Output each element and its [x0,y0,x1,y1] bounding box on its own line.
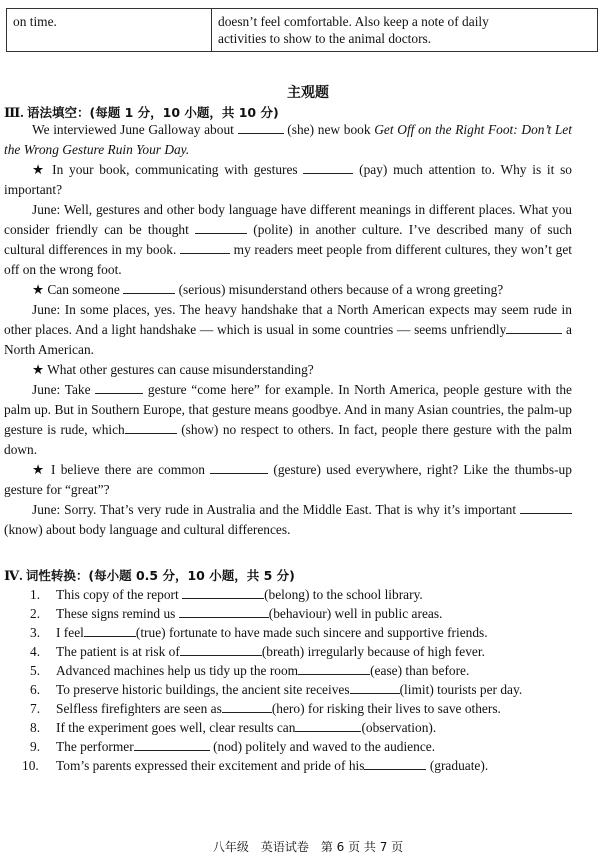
question-2: ★ Can someone (serious) misunderstand others because of a wrong greeting? [32,282,504,297]
subjective-section-title: 主观题 [287,85,329,101]
answer-blank[interactable] [222,700,272,713]
blank-2[interactable] [303,161,353,174]
answer-blank[interactable] [134,738,210,751]
answer-blank[interactable] [350,681,400,694]
section3-heading [4,103,279,121]
answer-blank[interactable] [295,719,361,732]
blank-7[interactable] [95,381,143,394]
section3-title: 语法填空：(每题 1 分，10 小题，共 10 分) [27,105,279,120]
blank-10[interactable] [520,501,572,514]
answer-1: June: Well, gestures and other body language have different meanings in different places. What you consider friendly can be thought (polite) in another culture. I’ve described many of such cultural differences in my book. my readers meet people from different cultures, they won’t get off on the wrong foot. [4,202,572,277]
section4-heading [4,566,295,584]
blank-9[interactable] [210,461,268,474]
exercise-item: 10. Tom’s parents expressed their excitement and pride of his (graduate). [22,758,489,773]
answer-blank[interactable] [180,643,262,656]
answer-blank[interactable] [182,586,264,599]
exercise-item: 9. The performer (nod) politely and waved to the audience. [30,739,436,754]
exercise-item: 2. These signs remind us (behaviour) well in public areas. [30,606,443,621]
exercise-item: 4. The patient is at risk of (breath) irregularly because of high fever. [30,644,485,659]
question-4: ★ I believe there are common (gesture) used everywhere, right? Like the thumbs-up gesture for “great”? [4,462,572,497]
answer-blank[interactable] [179,605,269,618]
blank-5[interactable] [123,281,175,294]
answer-blank[interactable] [364,757,426,770]
table-cell-right [212,9,598,52]
book-title-cont: Don’t Let the Wrong Gesture Ruin Your Day. [4,122,572,157]
section3-number: Ⅲ. [4,105,24,120]
answer-2: June: In some places, yes. The heavy handshake that a North American expects may seem rude in other places. And a light handshake — which is usual in some countries — seems unfriendly a North American. [4,302,572,357]
blank-1[interactable] [238,121,284,134]
section4-title: 词性转换：(每小题 0.5 分，10 小题，共 5 分) [25,568,295,583]
answer-4: June: Sorry. That’s very rude in Australia and the Middle East. That is why it’s important (know) about body language and cultural differences. [4,500,572,540]
question-3: ★ What other gestures can cause misunderstanding? [32,362,314,377]
table-cell-line: activities to show to the animal doctors. [218,31,432,46]
answer-3: June: Take gesture “come here” for example. In North America, people gesture with the palm up. But in Southern Europe, that gesture means goodbye. And in many Asian countries, the palm-up gesture is rude, which (show) no respect to others. In fact, people there gesture with the palm down. [4,382,572,457]
question-1: ★ In your book, communicating with gestures (pay) much attention to. Why is it so important? [4,162,573,197]
section3-passage [4,120,572,540]
exercise-item: 6. To preserve historic buildings, the ancient site receives (limit) tourists per day. [30,682,523,697]
page-footer: 八年级 英语试卷 第 6 页 共 7 页 [212,840,404,854]
blank-4[interactable] [180,241,230,254]
blank-6[interactable] [506,321,562,334]
table-cell-left: on time. [7,9,212,52]
answer-blank[interactable] [298,662,370,675]
carryover-table [6,8,598,52]
table-cell-line: doesn’t feel comfortable. Also keep a note of daily [218,14,489,29]
blank-3[interactable] [195,221,247,234]
section4-number: Ⅳ. [4,568,23,583]
exercise-item: 3. I feel (true) fortunate to have made such sincere and supportive friends. [30,625,488,640]
book-title: Get Off on the Right Foot: [374,122,518,137]
exercise-item: 5. Advanced machines help us tidy up the room (ease) than before. [30,663,470,678]
passage-intro: We interviewed June Galloway about (she) new book Get Off on the Right Foot: Don’t Let the Wrong Gesture Ruin Your Day. [4,122,572,157]
exercise-item: 1. This copy of the report (belong) to the school library. [30,587,423,602]
answer-blank[interactable] [84,624,136,637]
exercise-item: 7. Selfless firefighters are seen as (hero) for risking their lives to save others. [30,701,501,716]
exercise-item: 8. If the experiment goes well, clear results can (observation). [30,720,437,735]
blank-8[interactable] [125,421,177,434]
